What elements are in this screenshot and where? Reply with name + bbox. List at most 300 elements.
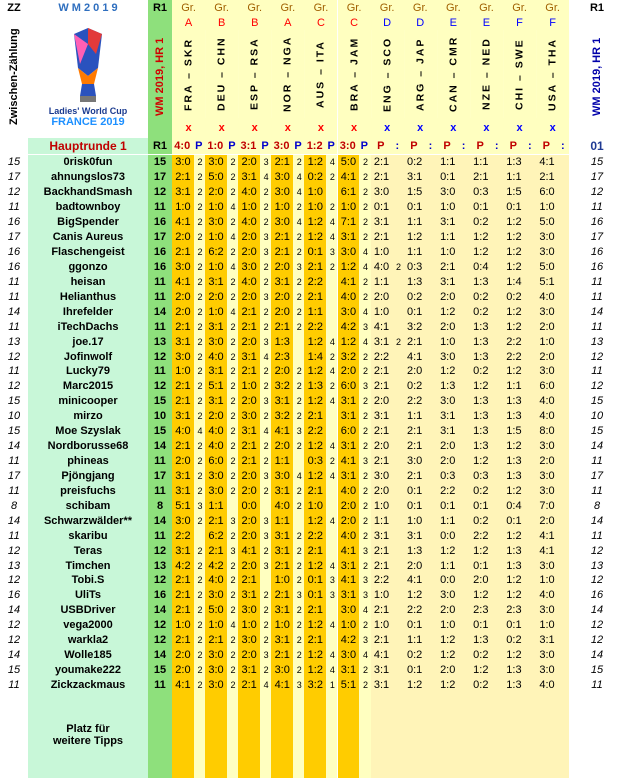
tip-points: 2 [227, 439, 238, 454]
row-name: Ihrefelder [28, 304, 148, 319]
tip-points [392, 588, 403, 603]
tip-cell: 1:2 [503, 648, 525, 663]
tip-points [326, 483, 337, 498]
tip-points: 2 [359, 200, 370, 215]
tip-cell: 2:2 [503, 334, 525, 349]
tip-points: 2 [227, 469, 238, 484]
row-r1: 15 [148, 424, 172, 439]
tip-points: 2 [227, 245, 238, 260]
match-deu–chn: DEU – CHN [205, 30, 238, 118]
tip-points [392, 498, 403, 513]
row-r1: 16 [148, 588, 172, 603]
tip-cell: 2:1 [172, 439, 194, 454]
row-zz: 11 [8, 201, 20, 214]
tip-cell: 3:0 [205, 678, 227, 693]
tip-points [525, 215, 536, 230]
tip-cell: 3:0 [172, 349, 194, 364]
group-letter: E [437, 16, 470, 30]
tip-points [392, 215, 403, 230]
tip-points [459, 678, 470, 693]
tip-points [426, 483, 437, 498]
row-name: Nordborusse68 [28, 439, 148, 454]
tip-cell: 2:1 [536, 170, 558, 185]
tip-points [426, 274, 437, 289]
row-name: Pjöngjang [28, 469, 148, 484]
tip-points: 2 [227, 454, 238, 469]
group-letter: E [470, 16, 503, 30]
tip-points [558, 603, 569, 618]
footer-cell [205, 692, 227, 778]
tip-points [426, 409, 437, 424]
tip-cell: 4:1 [338, 573, 360, 588]
tip-cell: 1:0 [437, 245, 459, 260]
tip-points: 4 [326, 334, 337, 349]
r1-header-right: R1 [589, 2, 605, 14]
footer-cell-points [326, 692, 337, 778]
tip-points [426, 454, 437, 469]
tip-points: 2 [293, 200, 304, 215]
row-r1: 13 [148, 558, 172, 573]
gr-label: Gr. [536, 0, 569, 16]
tip-points: 3 [359, 633, 370, 648]
tip-cell: 1:2 [503, 304, 525, 319]
tip-cell: 2:0 [371, 394, 393, 409]
tip-cell: 3:0 [437, 185, 459, 200]
tip-cell: 3:1 [271, 483, 293, 498]
tip-points: 4 [326, 439, 337, 454]
tip-cell: 4:1 [172, 274, 194, 289]
tip-points [492, 454, 503, 469]
tip-cell: 0:2 [503, 289, 525, 304]
tip-points [459, 618, 470, 633]
tip-points [558, 170, 569, 185]
row-zz: 11 [8, 455, 20, 468]
tip-cell: 0:2 [404, 155, 426, 170]
tip-points [326, 304, 337, 319]
row-name: vega2000 [28, 618, 148, 633]
row-zz: 12 [7, 619, 21, 632]
tip-cell: 1:0 [536, 618, 558, 633]
row-r1: 11 [148, 274, 172, 289]
tip-points [558, 230, 569, 245]
tip-cell: 2:1 [304, 409, 326, 424]
row-zz: 10 [7, 410, 21, 423]
footer-cell-points [459, 692, 470, 778]
tip-points: 4 [260, 170, 271, 185]
tip-cell: 2:0 [371, 439, 393, 454]
row-r1: 14 [148, 603, 172, 618]
tip-points: 2 [326, 170, 337, 185]
tip-cell: 3:0 [536, 364, 558, 379]
tip-points [426, 424, 437, 439]
tip-points: 4 [293, 215, 304, 230]
tip-cell: 1:0 [271, 618, 293, 633]
tip-cell: 3:0 [536, 439, 558, 454]
tip-points [558, 274, 569, 289]
tip-points [525, 633, 536, 648]
tip-cell: 2:1 [304, 543, 326, 558]
tip-cell: 4:1 [536, 543, 558, 558]
tip-cell: 0:1 [404, 618, 426, 633]
tip-points: 2 [359, 230, 370, 245]
tip-points: 3 [260, 469, 271, 484]
tip-cell: 3:1 [271, 528, 293, 543]
tip-cell: 3:1 [271, 543, 293, 558]
tip-points: 2 [227, 215, 238, 230]
tip-cell: 3:1 [536, 633, 558, 648]
row-r1: 17 [148, 230, 172, 245]
tip-points: 2 [260, 588, 271, 603]
tip-points [558, 618, 569, 633]
tip-points: 4 [326, 663, 337, 678]
row-right: 11 [591, 320, 603, 333]
points-column-header: 01 [590, 139, 604, 153]
tip-points: 3 [260, 289, 271, 304]
tip-cell: 2:1 [304, 633, 326, 648]
tip-points [459, 364, 470, 379]
tip-cell: 0:2 [470, 483, 492, 498]
tip-points [293, 513, 304, 528]
tip-cell: 6:2 [205, 245, 227, 260]
tip-points: 2 [194, 289, 205, 304]
tip-cell: 1:2 [470, 379, 492, 394]
tip-points: 3 [260, 245, 271, 260]
footer-placeholder [28, 692, 148, 778]
group-letter: C [338, 16, 371, 30]
footer-cell-points [227, 692, 238, 778]
tip-points: 2 [260, 200, 271, 215]
tip-points: 2 [194, 469, 205, 484]
tip-points: 2 [227, 648, 238, 663]
tip-points: 2 [260, 379, 271, 394]
row-right: 17 [590, 231, 604, 244]
actual-result: 1:2 [304, 138, 325, 154]
tip-cell: 1:2 [503, 439, 525, 454]
tip-cell: 1:3 [404, 543, 426, 558]
tip-points [426, 394, 437, 409]
tip-points [558, 513, 569, 528]
row-name: BackhandSmash [28, 185, 148, 200]
tip-cell: 2:1 [172, 394, 194, 409]
tip-cell: 2:1 [371, 454, 393, 469]
tip-points: 2 [194, 543, 205, 558]
tip-points [492, 170, 503, 185]
tip-cell: 0:2 [470, 304, 492, 319]
tip-points [326, 319, 337, 334]
row-right: 14 [590, 604, 604, 617]
tip-points [558, 319, 569, 334]
row-right: 10 [590, 410, 604, 423]
tip-cell: 3:1 [238, 588, 260, 603]
tip-cell: 2:1 [404, 469, 426, 484]
group-letter: B [238, 16, 271, 30]
tip-points [392, 454, 403, 469]
tip-points: 3 [260, 334, 271, 349]
tip-points: 4 [227, 230, 238, 245]
row-right: 12 [590, 350, 604, 363]
tip-points [558, 334, 569, 349]
footer-cell-points [359, 692, 370, 778]
row-right: 12 [590, 574, 604, 587]
tip-cell: 1:2 [437, 633, 459, 648]
tip-cell: 1:2 [304, 618, 326, 633]
tip-points: 3 [260, 394, 271, 409]
tip-points [326, 289, 337, 304]
tip-points: 2 [227, 573, 238, 588]
tip-cell: 0:2 [304, 170, 326, 185]
row-right: 17 [590, 171, 604, 184]
tip-cell: 0:1 [437, 170, 459, 185]
tip-cell: 3:1 [271, 603, 293, 618]
tip-points [392, 274, 403, 289]
tip-cell: 1:5 [503, 424, 525, 439]
row-r1: 15 [148, 394, 172, 409]
tip-points: 2 [293, 618, 304, 633]
tip-points: 2 [392, 334, 403, 349]
row-zz: 11 [8, 529, 20, 542]
tip-cell: 1:2 [304, 215, 326, 230]
tip-cell: 2:0 [404, 558, 426, 573]
tip-cell: 1:3 [470, 394, 492, 409]
row-right: 14 [590, 440, 604, 453]
tip-points: 4 [326, 155, 337, 170]
tip-cell: 1:3 [503, 394, 525, 409]
tip-points [525, 319, 536, 334]
tip-points [525, 155, 536, 170]
row-zz: 12 [7, 380, 21, 393]
tip-cell: 1:2 [338, 334, 360, 349]
tip-cell: 2:0 [437, 603, 459, 618]
tip-cell: 2:1 [271, 230, 293, 245]
tip-cell: 2:0 [437, 663, 459, 678]
tip-points: 3 [194, 498, 205, 513]
tip-points: 3 [359, 573, 370, 588]
row-right: 13 [590, 559, 604, 572]
tip-cell: 1:3 [503, 558, 525, 573]
row-right: 14 [590, 649, 604, 662]
actual-result-flag: : [490, 138, 503, 154]
tip-cell: 4:1 [536, 528, 558, 543]
tip-points [558, 588, 569, 603]
tip-cell: 1:3 [271, 334, 293, 349]
row-r1: 12 [148, 349, 172, 364]
row-name: Teras [28, 543, 148, 558]
tip-points: 3 [293, 260, 304, 275]
row-name: Zickzackmaus [28, 678, 148, 693]
group-letter: F [503, 16, 536, 30]
tip-cell: 1:2 [304, 394, 326, 409]
row-right: 16 [590, 589, 604, 602]
tip-points: 2 [227, 379, 238, 394]
tip-points: 3 [359, 454, 370, 469]
tip-points: 4 [326, 394, 337, 409]
tip-points [293, 454, 304, 469]
row-zz: 16 [7, 260, 21, 273]
tip-points: 2 [227, 319, 238, 334]
tip-cell: 6:0 [205, 454, 227, 469]
tip-cell: 0:3 [304, 454, 326, 469]
tip-cell: 4:1 [404, 349, 426, 364]
tip-points [492, 155, 503, 170]
row-zz: 12 [7, 544, 21, 557]
tip-points: 3 [293, 424, 304, 439]
tip-cell: 2:0 [238, 289, 260, 304]
tip-cell: 1:2 [503, 319, 525, 334]
tip-points: 2 [359, 364, 370, 379]
tip-points [525, 185, 536, 200]
tip-cell: 1:0 [338, 200, 360, 215]
row-right: 15 [590, 664, 604, 677]
gr-label: Gr. [503, 0, 536, 16]
tip-points [392, 543, 403, 558]
tip-points [426, 603, 437, 618]
tip-cell: 1:1 [404, 633, 426, 648]
tip-points [392, 439, 403, 454]
tip-cell: 4:0 [338, 289, 360, 304]
tip-points: 2 [260, 364, 271, 379]
tip-cell: 4:2 [172, 558, 194, 573]
tip-points [392, 483, 403, 498]
tip-points [558, 648, 569, 663]
tip-cell: 3:0 [172, 155, 194, 170]
tip-cell: 2:2 [470, 528, 492, 543]
tip-cell: 3:1 [205, 394, 227, 409]
match-esp–rsa: ESP – RSA [238, 30, 271, 118]
tip-cell: 7:1 [338, 215, 360, 230]
tip-cell: 2:1 [404, 424, 426, 439]
tip-cell: 1:2 [304, 439, 326, 454]
tip-points: 4 [227, 304, 238, 319]
row-r1: 12 [148, 633, 172, 648]
tip-cell: 3:0 [404, 454, 426, 469]
tip-points [492, 498, 503, 513]
row-right: 15 [590, 156, 604, 169]
actual-result-flag: P [292, 138, 305, 154]
row-zz: 8 [10, 499, 18, 512]
tip-points: 3 [260, 513, 271, 528]
tip-cell: 1:2 [503, 215, 525, 230]
tip-points [492, 349, 503, 364]
actual-result-flag: : [424, 138, 437, 154]
row-zz: 16 [7, 246, 21, 259]
tip-cell: 2:0 [371, 289, 393, 304]
tip-points [459, 633, 470, 648]
row-r1: 14 [148, 439, 172, 454]
tip-points: 3 [359, 543, 370, 558]
tip-points: 3 [260, 558, 271, 573]
tip-cell: 3:0 [205, 215, 227, 230]
tip-points: 2 [293, 603, 304, 618]
tip-cell: 2:1 [172, 245, 194, 260]
row-r1: 11 [148, 200, 172, 215]
tip-points: 2 [293, 483, 304, 498]
tip-points [558, 469, 569, 484]
row-r1: 10 [148, 409, 172, 424]
tip-points [459, 230, 470, 245]
match-fra–skr: FRA – SKR [172, 30, 205, 118]
row-zz: 12 [7, 634, 21, 647]
tip-cell: 2:1 [172, 588, 194, 603]
tip-points: 2 [359, 439, 370, 454]
tip-cell: 2:0 [536, 454, 558, 469]
row-zz: 11 [8, 679, 20, 691]
footer-cell-points [293, 692, 304, 778]
gr-label: Gr. [404, 0, 437, 16]
tip-points [459, 274, 470, 289]
footer-cell [338, 692, 360, 778]
row-zz: 14 [7, 514, 21, 527]
tip-cell: 2:0 [536, 319, 558, 334]
gr-label: Gr. [371, 0, 404, 16]
tip-cell: 4:1 [172, 678, 194, 693]
gr-label: Gr. [304, 0, 337, 16]
tip-cell: 3:2 [304, 678, 326, 693]
tip-cell: 2:1 [271, 155, 293, 170]
tip-cell: 1:2 [437, 304, 459, 319]
tip-cell: 2:1 [404, 334, 426, 349]
row-name: UliTs [28, 588, 148, 603]
tip-points: 3 [260, 155, 271, 170]
tip-cell: 4:0 [172, 424, 194, 439]
tip-points: 2 [260, 543, 271, 558]
tip-points [525, 513, 536, 528]
row-name: Marc2015 [28, 379, 148, 394]
tip-cell: 0:2 [470, 648, 492, 663]
tip-points [194, 528, 205, 543]
tip-cell: 1:5 [404, 185, 426, 200]
tip-cell: 4:0 [338, 483, 360, 498]
tip-points: 2 [227, 349, 238, 364]
row-name: iTechDachs [28, 319, 148, 334]
row-name: Schwarzwälder** [28, 513, 148, 528]
tip-cell: 2:0 [238, 528, 260, 543]
tip-points: 3 [260, 528, 271, 543]
gr-label: Gr. [437, 0, 470, 16]
tip-points [459, 379, 470, 394]
tip-points [326, 424, 337, 439]
tip-points: 4 [359, 304, 370, 319]
tip-cell: 1:1 [470, 155, 492, 170]
tip-points [459, 304, 470, 319]
tip-points: 2 [359, 663, 370, 678]
tip-points: 2 [260, 618, 271, 633]
tip-cell: 2:2 [304, 528, 326, 543]
tip-cell: 1:0 [172, 618, 194, 633]
row-right: 12 [590, 619, 604, 632]
tip-cell: 1:2 [470, 663, 492, 678]
match-can–cmr: CAN – CMR [437, 30, 470, 118]
tip-points [392, 573, 403, 588]
row-zz: 14 [7, 305, 21, 318]
row-zz: 11 [8, 275, 20, 288]
logo-line2: FRANCE 2019 [51, 116, 125, 128]
tip-cell: 3:2 [271, 379, 293, 394]
tip-points [492, 364, 503, 379]
tip-points: 2 [194, 633, 205, 648]
tip-points [260, 573, 271, 588]
tip-cell: 0:0 [238, 498, 260, 513]
tip-cell: 2:3 [503, 603, 525, 618]
tip-cell: 1:3 [470, 633, 492, 648]
tip-points [459, 573, 470, 588]
tip-cell: 3:1 [338, 469, 360, 484]
tip-cell: 2:0 [271, 260, 293, 275]
tip-cell: 2:1 [371, 170, 393, 185]
tip-cell: 3:0 [271, 469, 293, 484]
tip-points: 2 [194, 394, 205, 409]
actual-result: 1:0 [205, 138, 226, 154]
row-zz: 11 [8, 290, 20, 303]
